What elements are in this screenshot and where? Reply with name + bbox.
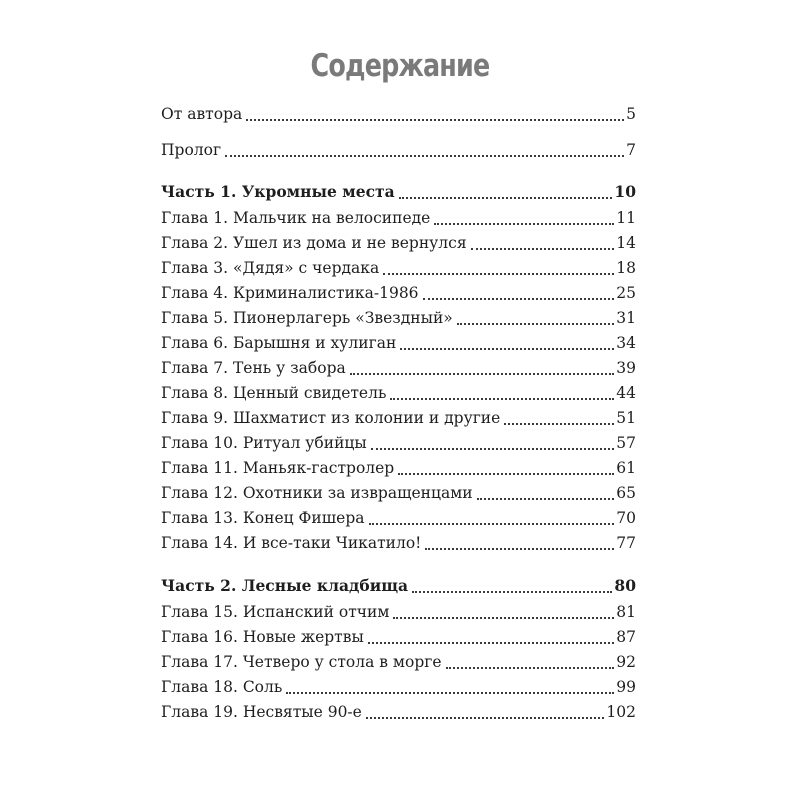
- toc-entry-label: Глава 3. «Дядя» с чердака: [161, 259, 380, 277]
- toc-entry: [161, 307, 636, 329]
- toc-entry: [161, 282, 636, 304]
- toc-dot-leader: [457, 323, 615, 325]
- toc-dot-leader: [399, 197, 613, 199]
- toc-dot-leader: [446, 667, 615, 669]
- toc-entry-label: Глава 7. Тень у забора: [161, 359, 346, 377]
- toc-dot-leader: [434, 223, 614, 225]
- toc-dot-leader: [350, 373, 615, 375]
- toc-page-number: 70: [616, 509, 636, 527]
- toc-page-number: 99: [616, 678, 636, 696]
- toc-dot-leader: [369, 523, 615, 525]
- toc-entry: [161, 139, 636, 161]
- toc-entry: [161, 407, 636, 429]
- toc-entry-label: Глава 12. Охотники за извращенцами: [161, 484, 473, 502]
- toc-entry: [161, 357, 636, 379]
- toc-dot-leader: [398, 473, 614, 475]
- toc-entry: [161, 601, 636, 623]
- toc-entry: [161, 701, 636, 723]
- toc-dot-leader: [477, 498, 615, 500]
- toc-entry-label: Часть 2. Лесные кладбища: [161, 576, 409, 595]
- toc-dot-leader: [246, 119, 624, 121]
- toc-page-number: 14: [616, 234, 636, 252]
- toc-page-number: 92: [616, 653, 636, 671]
- toc-page-number: 7: [626, 141, 636, 159]
- toc-entry-label: Глава 16. Новые жертвы: [161, 628, 364, 646]
- toc-entry-label: Глава 8. Ценный свидетель: [161, 384, 387, 402]
- toc-page-number: 44: [616, 384, 636, 402]
- toc-dot-leader: [390, 398, 614, 400]
- toc-page-number: 39: [616, 359, 636, 377]
- toc-entry: [161, 432, 636, 454]
- toc-entry-label: Пролог: [161, 141, 222, 159]
- toc-dot-leader: [368, 642, 614, 644]
- toc-page-number: 57: [616, 434, 636, 452]
- toc-dot-leader: [371, 448, 615, 450]
- toc-entry-label: От автора: [161, 105, 243, 123]
- toc-entry-label: Глава 10. Ритуал убийцы: [161, 434, 367, 452]
- toc-entry: [161, 651, 636, 673]
- toc-part-entry: [161, 575, 636, 597]
- toc-entry-label: Глава 18. Соль: [161, 678, 283, 696]
- toc-dot-leader: [366, 717, 605, 719]
- toc-dot-leader: [504, 423, 614, 425]
- toc-entry: [161, 457, 636, 479]
- toc-entry-label: Глава 11. Маньяк-гастролер: [161, 459, 395, 477]
- toc-dot-leader: [400, 348, 614, 350]
- toc-part-entry: [161, 181, 636, 203]
- toc-entry: [161, 257, 636, 279]
- toc-entry: [161, 103, 636, 125]
- toc-page-number: 65: [616, 484, 636, 502]
- toc-entry-label: Глава 4. Криминалистика-1986: [161, 284, 419, 302]
- toc-page-number: 31: [616, 309, 636, 327]
- toc-entry-label: Глава 14. И все-таки Чикатило!: [161, 534, 422, 552]
- toc-entry-label: Глава 13. Конец Фишера: [161, 509, 365, 527]
- toc-dot-leader: [423, 298, 615, 300]
- toc-entry: [161, 382, 636, 404]
- toc-entry: [161, 626, 636, 648]
- toc-dot-leader: [383, 273, 614, 275]
- toc-page-number: 34: [616, 334, 636, 352]
- toc-page-number: 51: [616, 409, 636, 427]
- toc-entry: [161, 507, 636, 529]
- toc-entry: [161, 207, 636, 229]
- toc-entry-label: Часть 1. Укромные места: [161, 182, 395, 201]
- toc-dot-leader: [425, 548, 614, 550]
- toc-page-number: 25: [616, 284, 636, 302]
- toc-entry-label: Глава 19. Несвятые 90-е: [161, 703, 362, 721]
- page-title: Содержание: [310, 48, 490, 84]
- toc-dot-leader: [225, 155, 624, 157]
- toc-dot-leader: [393, 617, 614, 619]
- toc-entry: [161, 232, 636, 254]
- toc-page-number: 61: [616, 459, 636, 477]
- toc-page-number: 77: [616, 534, 636, 552]
- toc-page-number: 11: [616, 209, 636, 227]
- toc-page-number: 10: [614, 182, 636, 201]
- toc-page-number: 87: [616, 628, 636, 646]
- toc-entry-label: Глава 1. Мальчик на велосипеде: [161, 209, 431, 227]
- toc-entry-label: Глава 9. Шахматист из колонии и другие: [161, 409, 501, 427]
- toc-dot-leader: [471, 248, 615, 250]
- toc-entry: [161, 532, 636, 554]
- toc-entry-label: Глава 17. Четверо у стола в морге: [161, 653, 442, 671]
- toc-entry: [161, 332, 636, 354]
- toc-entry-label: Глава 5. Пионерлагерь «Звездный»: [161, 309, 453, 327]
- toc-entry: [161, 676, 636, 698]
- toc-page-number: 80: [614, 576, 636, 595]
- toc-entry-label: Глава 15. Испанский отчим: [161, 603, 390, 621]
- toc-entry-label: Глава 2. Ушел из дома и не вернулся: [161, 234, 467, 252]
- toc-entry-label: Глава 6. Барышня и хулиган: [161, 334, 397, 352]
- toc-page-number: 81: [616, 603, 636, 621]
- toc-page-number: 102: [606, 703, 636, 721]
- toc-entry: [161, 482, 636, 504]
- toc-page-number: 18: [616, 259, 636, 277]
- toc-dot-leader: [412, 591, 612, 593]
- toc-page-number: 5: [626, 105, 636, 123]
- toc-dot-leader: [286, 692, 614, 694]
